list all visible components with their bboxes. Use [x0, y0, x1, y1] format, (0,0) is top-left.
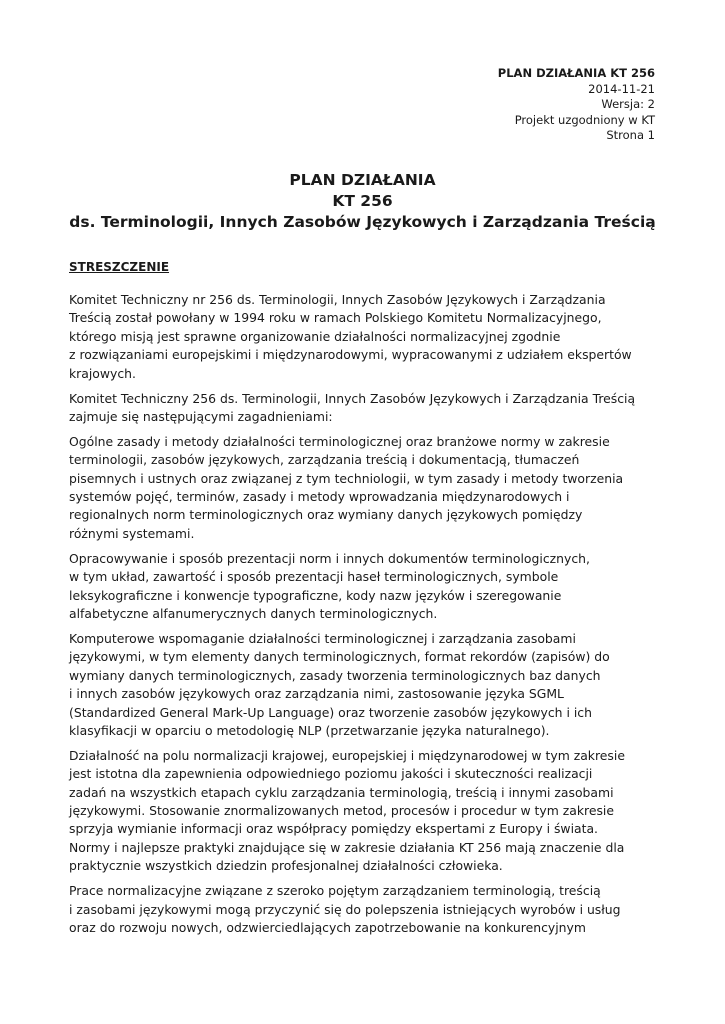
paragraph: [69, 291, 661, 383]
paragraph: [69, 433, 661, 543]
paragraph-line: w tym układ, zawartość i sposób prezentacji haseł terminologicznych, symbole: [69, 569, 559, 585]
header-page-number: Strona 1: [606, 128, 655, 142]
paragraph-line: różnymi systemami.: [69, 525, 195, 541]
header-status: Projekt uzgodniony w KT: [514, 112, 655, 127]
body-text: [69, 291, 661, 944]
paragraph-line: Komitet Techniczny 256 ds. Terminologii, Innych Zasobów Językowych i Zarządzania Treścią: [69, 390, 636, 406]
paragraph-line: wymiany danych terminologicznych, zasady tworzenia terminologicznych baz danych: [69, 667, 601, 683]
paragraph-line: Ogólne zasady i metody działalności terminologicznej oraz branżowe normy w zakresie: [69, 433, 610, 449]
paragraph-line: i zasobami językowymi mogą przyczynić się do polepszenia istniejących wyrobów i usług: [69, 901, 621, 917]
paragraph-line: Treścią został powołany w 1994 roku w ramach Polskiego Komitetu Normalizacyjnego,: [69, 310, 602, 326]
paragraph: [69, 550, 661, 624]
paragraph-line: z rozwiązaniami europejskimi i międzynarodowymi, wypracowanymi z udziałem ekspertów: [69, 347, 632, 363]
paragraph: [69, 390, 661, 427]
paragraph-line: klasyfikacji w oparciu o metodologię NLP (przetwarzanie języka naturalnego).: [69, 722, 550, 738]
document-header: [498, 66, 655, 144]
paragraph-line: systemów pojęć, terminów, zasady i metody wprowadzania międzynarodowych i: [69, 489, 570, 505]
paragraph-line: Działalność na polu normalizacji krajowej, europejskiej i międzynarodowej w tym zakresie: [69, 747, 625, 763]
title-line-3: ds. Terminologii, Innych Zasobów Językowych i Zarządzania Treścią: [69, 213, 656, 231]
paragraph-line: Komitet Techniczny nr 256 ds. Terminologii, Innych Zasobów Językowych i Zarządzania: [69, 292, 606, 307]
paragraph-line: regionalnych norm terminologicznych oraz wymiany danych językowych pomiędzy: [69, 507, 583, 523]
title-line-1: PLAN DZIAŁANIA: [289, 171, 436, 189]
paragraph-line: Opracowywanie i sposób prezentacji norm i innych dokumentów terminologicznych,: [69, 550, 590, 566]
paragraph-line: i innych zasobów językowych oraz zarządzania nimi, zastosowanie języka SGML: [69, 686, 564, 702]
paragraph-line: (Standardized General Mark-Up Language) oraz tworzenie zasobów językowych i ich: [69, 704, 592, 720]
paragraph-line: Normy i najlepsze praktyki znajdujące się w zakresie działania KT 256 mają znaczenie dla: [69, 839, 625, 855]
paragraph-line: alfabetyczne alfanumerycznych danych terminologicznych.: [69, 606, 438, 621]
paragraph-line: Komputerowe wspomaganie działalności terminologicznej i zarządzania zasobami: [69, 630, 576, 646]
paragraph-line: sprzyja wymianie informacji oraz współpracy pomiędzy ekspertami z Europy i świata.: [69, 821, 598, 837]
paragraph-line: zajmuje się następującymi zagadnieniami:: [69, 408, 333, 424]
paragraph-line: językowymi, w tym elementy danych terminologicznych, format rekordów (zapisów) do: [69, 649, 610, 665]
title-line-2: KT 256: [332, 192, 393, 210]
paragraph-line: którego misją jest sprawne organizowanie działalności normalizacyjnej zgodnie: [69, 328, 561, 344]
paragraph-line: praktycznie wszystkich dziedzin profesjonalnej działalności człowieka.: [69, 858, 503, 874]
document-title: [50, 170, 675, 233]
paragraph: [69, 747, 661, 876]
header-date: 2014-11-21: [588, 81, 655, 96]
paragraph-line: terminologii, zasobów językowych, zarządzania treścią i dokumentacją, tłumaczeń: [69, 452, 580, 468]
paragraph-line: zadań na wszystkich etapach cyklu zarządzania terminologią, treścią i innymi zasobami: [69, 784, 614, 800]
header-title: PLAN DZIAŁANIA KT 256: [497, 66, 655, 80]
paragraph-line: Prace normalizacyjne związane z szeroko pojętym zarządzaniem terminologią, treścią: [69, 883, 601, 899]
paragraph: [69, 882, 661, 937]
paragraph-line: krajowych.: [69, 365, 136, 381]
paragraph-line: oraz do rozwoju nowych, odzwierciedlających zapotrzebowanie na konkurencyjnym: [69, 920, 586, 935]
header-version: Wersja: 2: [601, 97, 655, 111]
paragraph-line: pisemnych i ustnych oraz związanej z tym techniologii, w tym zasady i metody tworzenia: [69, 470, 624, 486]
paragraph: [69, 630, 661, 740]
summary-heading: STRESZCZENIE: [69, 260, 170, 274]
paragraph-line: leksykograficzne i konwencje typograficzne, kody nazw języków i szeregowanie: [69, 587, 562, 603]
paragraph-line: językowymi. Stosowanie znormalizowanych metod, procesów i procedur w tym zakresie: [69, 803, 614, 819]
paragraph-line: jest istotna dla zapewnienia odpowiedniego poziomu jakości i skuteczności realizacji: [69, 766, 593, 782]
